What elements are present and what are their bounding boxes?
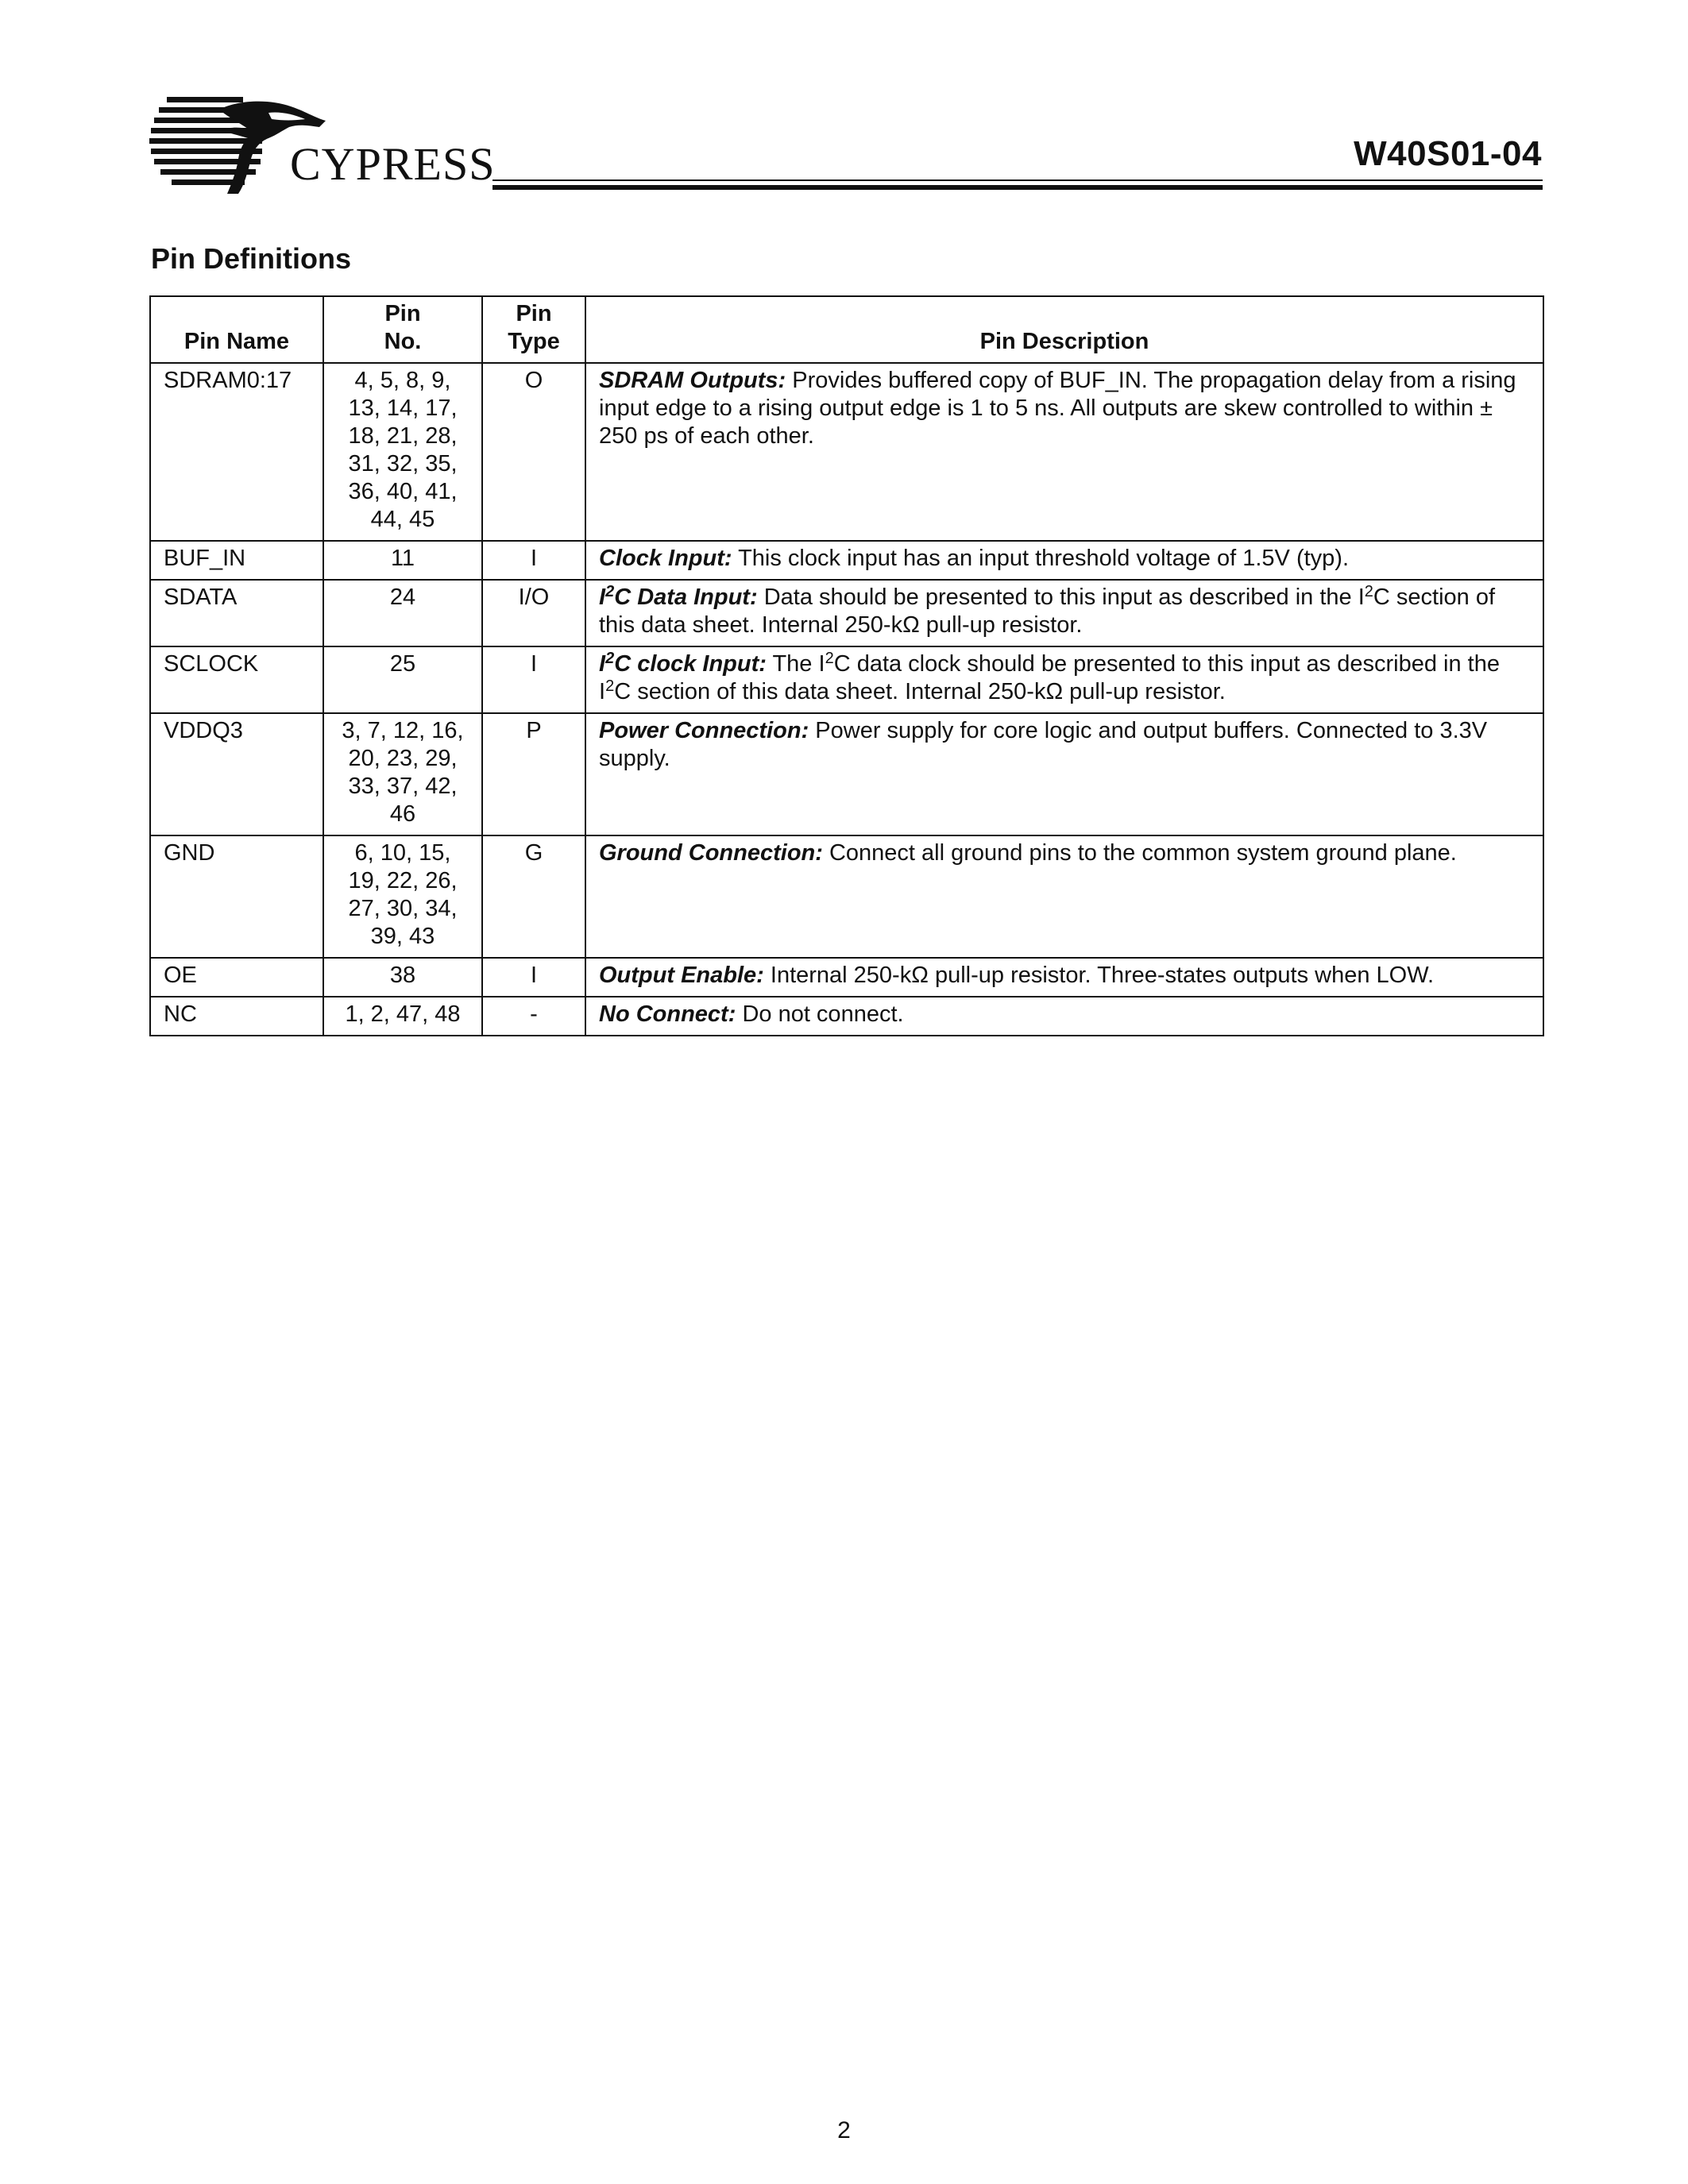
description-text: This clock input has an input threshold voltage of 1.5V (typ). — [738, 546, 1350, 571]
pin-description — [585, 363, 1543, 541]
pin-name: BUF_IN — [150, 541, 323, 580]
description-text: The $I^2C$ data clock should be presented to this input as described in the $I^2C$ section of this data sheet. Internal 250-kΩ pull-up resistor. — [599, 650, 1500, 704]
table-row — [150, 363, 1543, 541]
pin-type: I/O — [482, 580, 585, 646]
header-pin-name: Pin Name — [150, 296, 323, 363]
description-text: Do not connect. — [742, 1001, 904, 1027]
table-row — [150, 580, 1543, 646]
pin-name: VDDQ3 — [150, 713, 323, 835]
pin-type: O — [482, 363, 585, 541]
pin-type: P — [482, 713, 585, 835]
header-rule-thin — [492, 179, 1543, 181]
table-row — [150, 997, 1543, 1036]
pin-numbers: 1, 2, 47, 48 — [323, 997, 482, 1036]
pin-numbers: 6, 10, 15, 19, 22, 26, 27, 30, 34, 39, 43 — [323, 835, 482, 958]
pin-definitions-table — [149, 295, 1544, 1036]
description-text: Data should be presented to this input as described in the $I^2C$ section of this data sheet. Internal 250-kΩ pull-up resistor. — [599, 583, 1496, 638]
description-title: $I^2C$ clock Input: — [599, 650, 767, 677]
pin-numbers: 3, 7, 12, 16, 20, 23, 29, 33, 37, 42, 46 — [323, 713, 482, 835]
pin-type: I — [482, 958, 585, 997]
pin-name: OE — [150, 958, 323, 997]
table-header-row — [150, 296, 1543, 363]
description-text: Power supply for core logic and output buffers. Connected to 3.3V supply. — [599, 718, 1488, 771]
table-row — [150, 958, 1543, 997]
description-text: Connect all ground pins to the common system ground plane. — [829, 840, 1457, 866]
header-pin-type: Pin Type — [482, 296, 585, 363]
pin-description — [585, 713, 1543, 835]
header-pin-no: Pin No. — [323, 296, 482, 363]
description-title: Output Enable: — [599, 963, 764, 988]
table-row — [150, 713, 1543, 835]
table-row — [150, 541, 1543, 580]
pin-numbers: 38 — [323, 958, 482, 997]
description-text: Provides buffered copy of BUF_IN. The propagation delay from a rising input edge to a rising output edge is 1 to 5 ns. All outputs are skew controlled to within ± 250 ps of each other. — [599, 368, 1516, 449]
pin-type: I — [482, 541, 585, 580]
pin-name: SDRAM0:17 — [150, 363, 323, 541]
pin-numbers: 11 — [323, 541, 482, 580]
description-title: Power Connection: — [599, 718, 809, 743]
pin-type: G — [482, 835, 585, 958]
pin-numbers: 4, 5, 8, 9, 13, 14, 17, 18, 21, 28, 31, 32, 35, 36, 40, 41, 44, 45 — [323, 363, 482, 541]
description-title: SDRAM Outputs: — [599, 368, 786, 393]
description-title: $I^2C$ Data Input: — [599, 583, 758, 610]
pin-name: SCLOCK — [150, 646, 323, 713]
pin-description — [585, 997, 1543, 1036]
description-title: No Connect: — [599, 1001, 736, 1027]
company-wordmark: CYPRESS — [290, 138, 496, 190]
pin-type: I — [482, 646, 585, 713]
pin-description — [585, 646, 1543, 713]
pin-description — [585, 541, 1543, 580]
pin-description — [585, 580, 1543, 646]
pin-name: GND — [150, 835, 323, 958]
section-title: Pin Definitions — [151, 242, 351, 275]
description-text: Internal 250-kΩ pull-up resistor. Three-states outputs when LOW. — [770, 963, 1435, 988]
table-row — [150, 835, 1543, 958]
description-title: Ground Connection: — [599, 840, 823, 866]
pin-name: NC — [150, 997, 323, 1036]
description-title: Clock Input: — [599, 546, 732, 571]
header-pin-description: Pin Description — [585, 296, 1543, 363]
pin-type: - — [482, 997, 585, 1036]
pin-description — [585, 835, 1543, 958]
part-number: W40S01-04 — [1354, 134, 1542, 173]
pin-description — [585, 958, 1543, 997]
page-number: 2 — [837, 2117, 851, 2143]
pin-name: SDATA — [150, 580, 323, 646]
pin-numbers: 24 — [323, 580, 482, 646]
header-rule-thick — [492, 185, 1543, 190]
pin-numbers: 25 — [323, 646, 482, 713]
table-row — [150, 646, 1543, 713]
